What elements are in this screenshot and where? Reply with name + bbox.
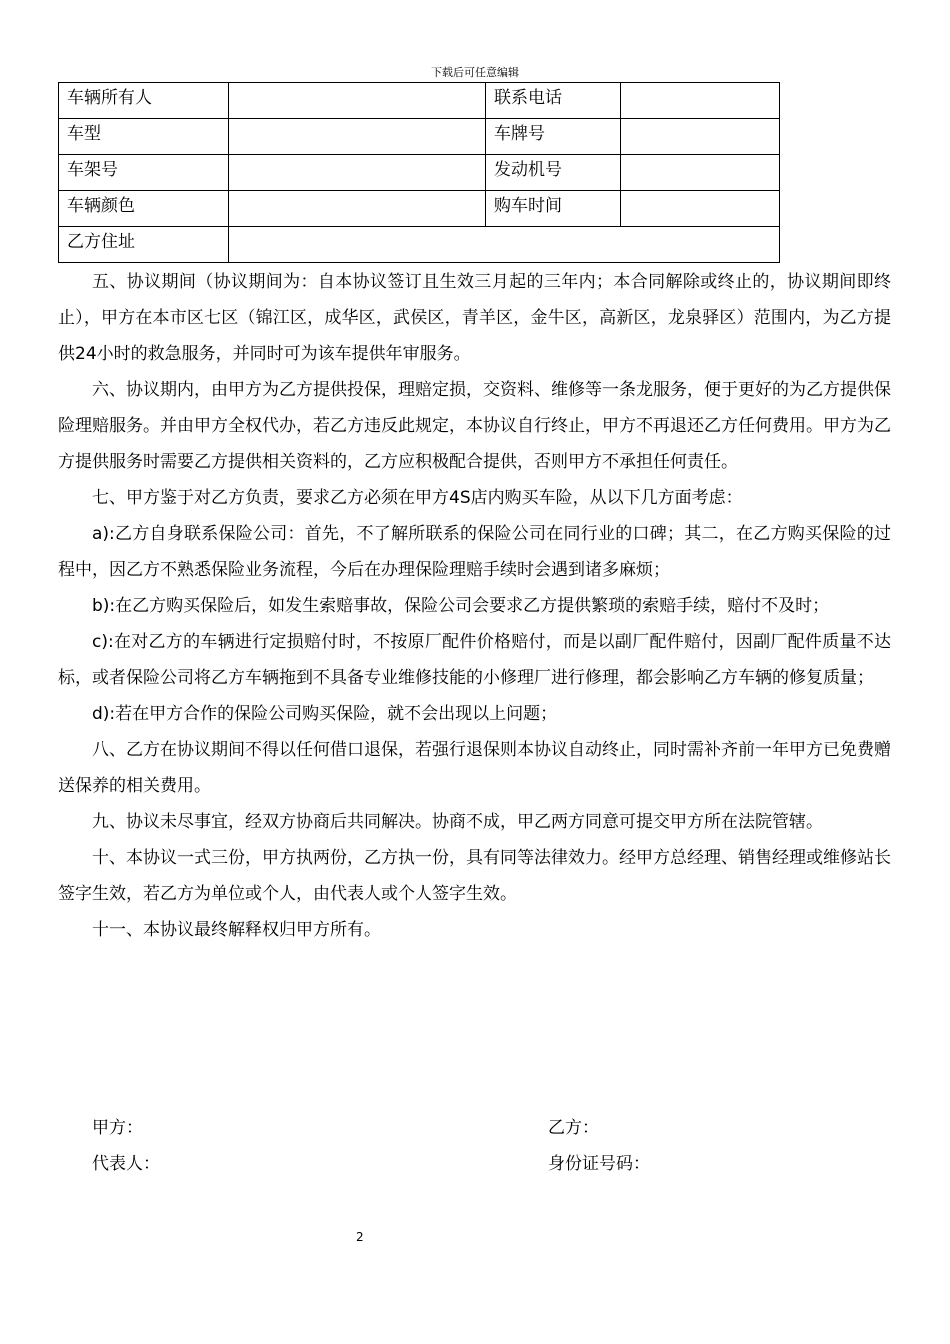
table-row	[59, 83, 780, 119]
table-cell-label: 车架号	[59, 155, 229, 191]
table-cell-value[interactable]	[621, 155, 780, 191]
clause-8: 八、乙方在协议期间不得以任何借口退保，若强行退保则本协议自动终止，同时需补齐前一年甲方已免费赠送保养的相关费用。	[58, 740, 891, 796]
clause-10: 十、本协议一式三份，甲方执两份，乙方执一份，具有同等法律效力。经甲方总经理、销售经理或维修站长签字生效，若乙方为单位或个人，由代表人或个人签字生效。	[58, 848, 891, 904]
table-cell-label: 车型	[59, 119, 229, 155]
clause-7-b: b):在乙方购买保险后，如发生索赔事故，保险公司会要求乙方提供繁琐的索赔手续，赔付不及时；	[92, 596, 830, 616]
table-cell-label: 乙方住址	[59, 227, 229, 263]
clause-7-a: a):乙方自身联系保险公司：首先，不了解所联系的保险公司在同行业的口碑；其二，在乙方购买保险的过程中，因乙方不熟悉保险业务流程，今后在办理保险理赔手续时会遇到诸多麻烦；	[58, 524, 891, 580]
party-a-label: 甲方：	[92, 1118, 143, 1138]
table-cell-value[interactable]	[229, 155, 486, 191]
table-cell-label: 车辆所有人	[59, 83, 229, 119]
table-cell-value[interactable]	[621, 83, 780, 119]
party-b-label: 乙方：	[548, 1118, 599, 1138]
table-cell-value[interactable]	[621, 191, 780, 227]
id-number-label: 身份证号码：	[548, 1154, 650, 1174]
table-cell-value[interactable]	[229, 191, 486, 227]
table-cell-value[interactable]	[229, 227, 780, 263]
clause-7-d: d):若在甲方合作的保险公司购买保险，就不会出现以上问题；	[92, 704, 558, 724]
table-cell-label: 车辆颜色	[59, 191, 229, 227]
clause-9: 九、协议未尽事宜，经双方协商后共同解决。协商不成，甲乙两方同意可提交甲方所在法院管辖。	[92, 812, 823, 832]
clause-5: 五、协议期间（协议期间为：自本协议签订且生效三月起的三年内；本合同解除或终止的，协议期间即终止），甲方在本市区七区（锦江区，成华区，武侯区，青羊区，金牛区，高新区，龙泉驿区）范围内，为乙方提供24小时的救急服务，并同时可为该车提供年审服务。	[58, 272, 891, 364]
vehicle-info-table	[58, 82, 780, 263]
table-cell-label: 发动机号	[486, 155, 621, 191]
table-cell-value[interactable]	[229, 83, 486, 119]
table-row	[59, 155, 780, 191]
table-cell-label: 联系电话	[486, 83, 621, 119]
clause-7: 七、甲方鉴于对乙方负责，要求乙方必须在甲方4S店内购买车险，从以下几方面考虑：	[92, 488, 743, 508]
clause-6: 六、协议期内，由甲方为乙方提供投保，理赔定损，交资料、维修等一条龙服务，便于更好的为乙方提供保险理赔服务。并由甲方全权代办，若乙方违反此规定，本协议自行终止，甲方不再退还乙方任何费用。甲方为乙方提供服务时需要乙方提供相关资料的，乙方应积极配合提供，否则甲方不承担任何责任。	[58, 380, 891, 472]
clause-11: 十一、本协议最终解释权归甲方所有。	[92, 920, 381, 940]
table-cell-label: 购车时间	[486, 191, 621, 227]
agreement-body	[58, 264, 891, 948]
page-number: 2	[356, 1230, 364, 1244]
table-cell-value[interactable]	[229, 119, 486, 155]
representative-label: 代表人：	[92, 1154, 160, 1174]
table-row	[59, 119, 780, 155]
clause-7-c: c):在对乙方的车辆进行定损赔付时，不按原厂配件价格赔付，而是以副厂配件赔付，因副厂配件质量不达标，或者保险公司将乙方车辆拖到不具备专业维修技能的小修理厂进行修理，都会影响乙方车辆的修复质量；	[58, 632, 891, 688]
header-note: 下载后可任意编辑	[431, 66, 519, 79]
table-row	[59, 227, 780, 263]
table-cell-value[interactable]	[621, 119, 780, 155]
table-cell-label: 车牌号	[486, 119, 621, 155]
table-row	[59, 191, 780, 227]
